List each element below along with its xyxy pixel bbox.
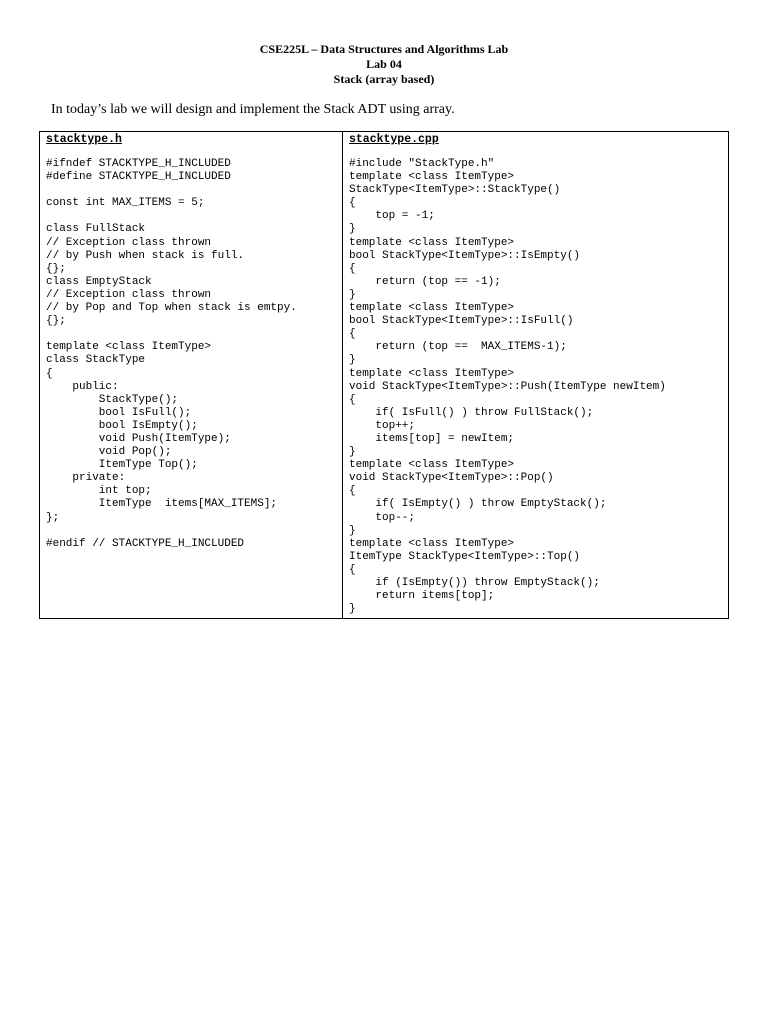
course-title: CSE225L – Data Structures and Algorithms Lab xyxy=(259,42,509,56)
intro-paragraph: In today’s lab we will design and implement the Stack ADT using array. xyxy=(51,102,455,117)
lab-number: Lab 04 xyxy=(366,57,402,71)
header-file-panel xyxy=(40,132,342,618)
lab-topic: Stack (array based) xyxy=(333,72,435,86)
code-table xyxy=(39,131,729,619)
header-file-code: #ifndef STACKTYPE_H_INCLUDED #define STACKTYPE_H_INCLUDED const int MAX_ITEMS = 5; class FullStack // Exception class thrown // by Push when stack is full. {}; class EmptyStack // Exception class thrown // by Pop and Top when stack is emtpy. {}; template <class ItemType> class StackType { public: StackType(); bool IsFull(); bool IsEmpty(); void Push(ItemType); void Pop(); ItemType Top(); private: int top; ItemType items[MAX_ITEMS]; }; #endif // STACKTYPE_H_INCLUDED xyxy=(46,158,297,550)
source-file-name: stacktype.cpp xyxy=(349,133,439,146)
source-file-code: #include "StackType.h" template <class ItemType> StackType<ItemType>::StackType() { top = -1; } template <class ItemType> bool StackType<ItemType>::IsEmpty() { return (top == -1); } template <class ItemType> bool StackType<ItemType>::IsFull() { return (top == MAX_ITEMS-1); } template <class ItemType> void StackType<ItemType>::Push(ItemType newItem) { if( IsFull() ) throw FullStack(); top++; items[top] = newItem; } template <class ItemType> void StackType<ItemType>::Pop() { if( IsEmpty() ) throw EmptyStack(); top--; } template <class ItemType> ItemType StackType<ItemType>::Top() { if (IsEmpty()) throw EmptyStack(); return items[top]; } xyxy=(349,158,666,616)
header-file-name: stacktype.h xyxy=(46,133,122,146)
source-file-panel xyxy=(343,132,728,618)
